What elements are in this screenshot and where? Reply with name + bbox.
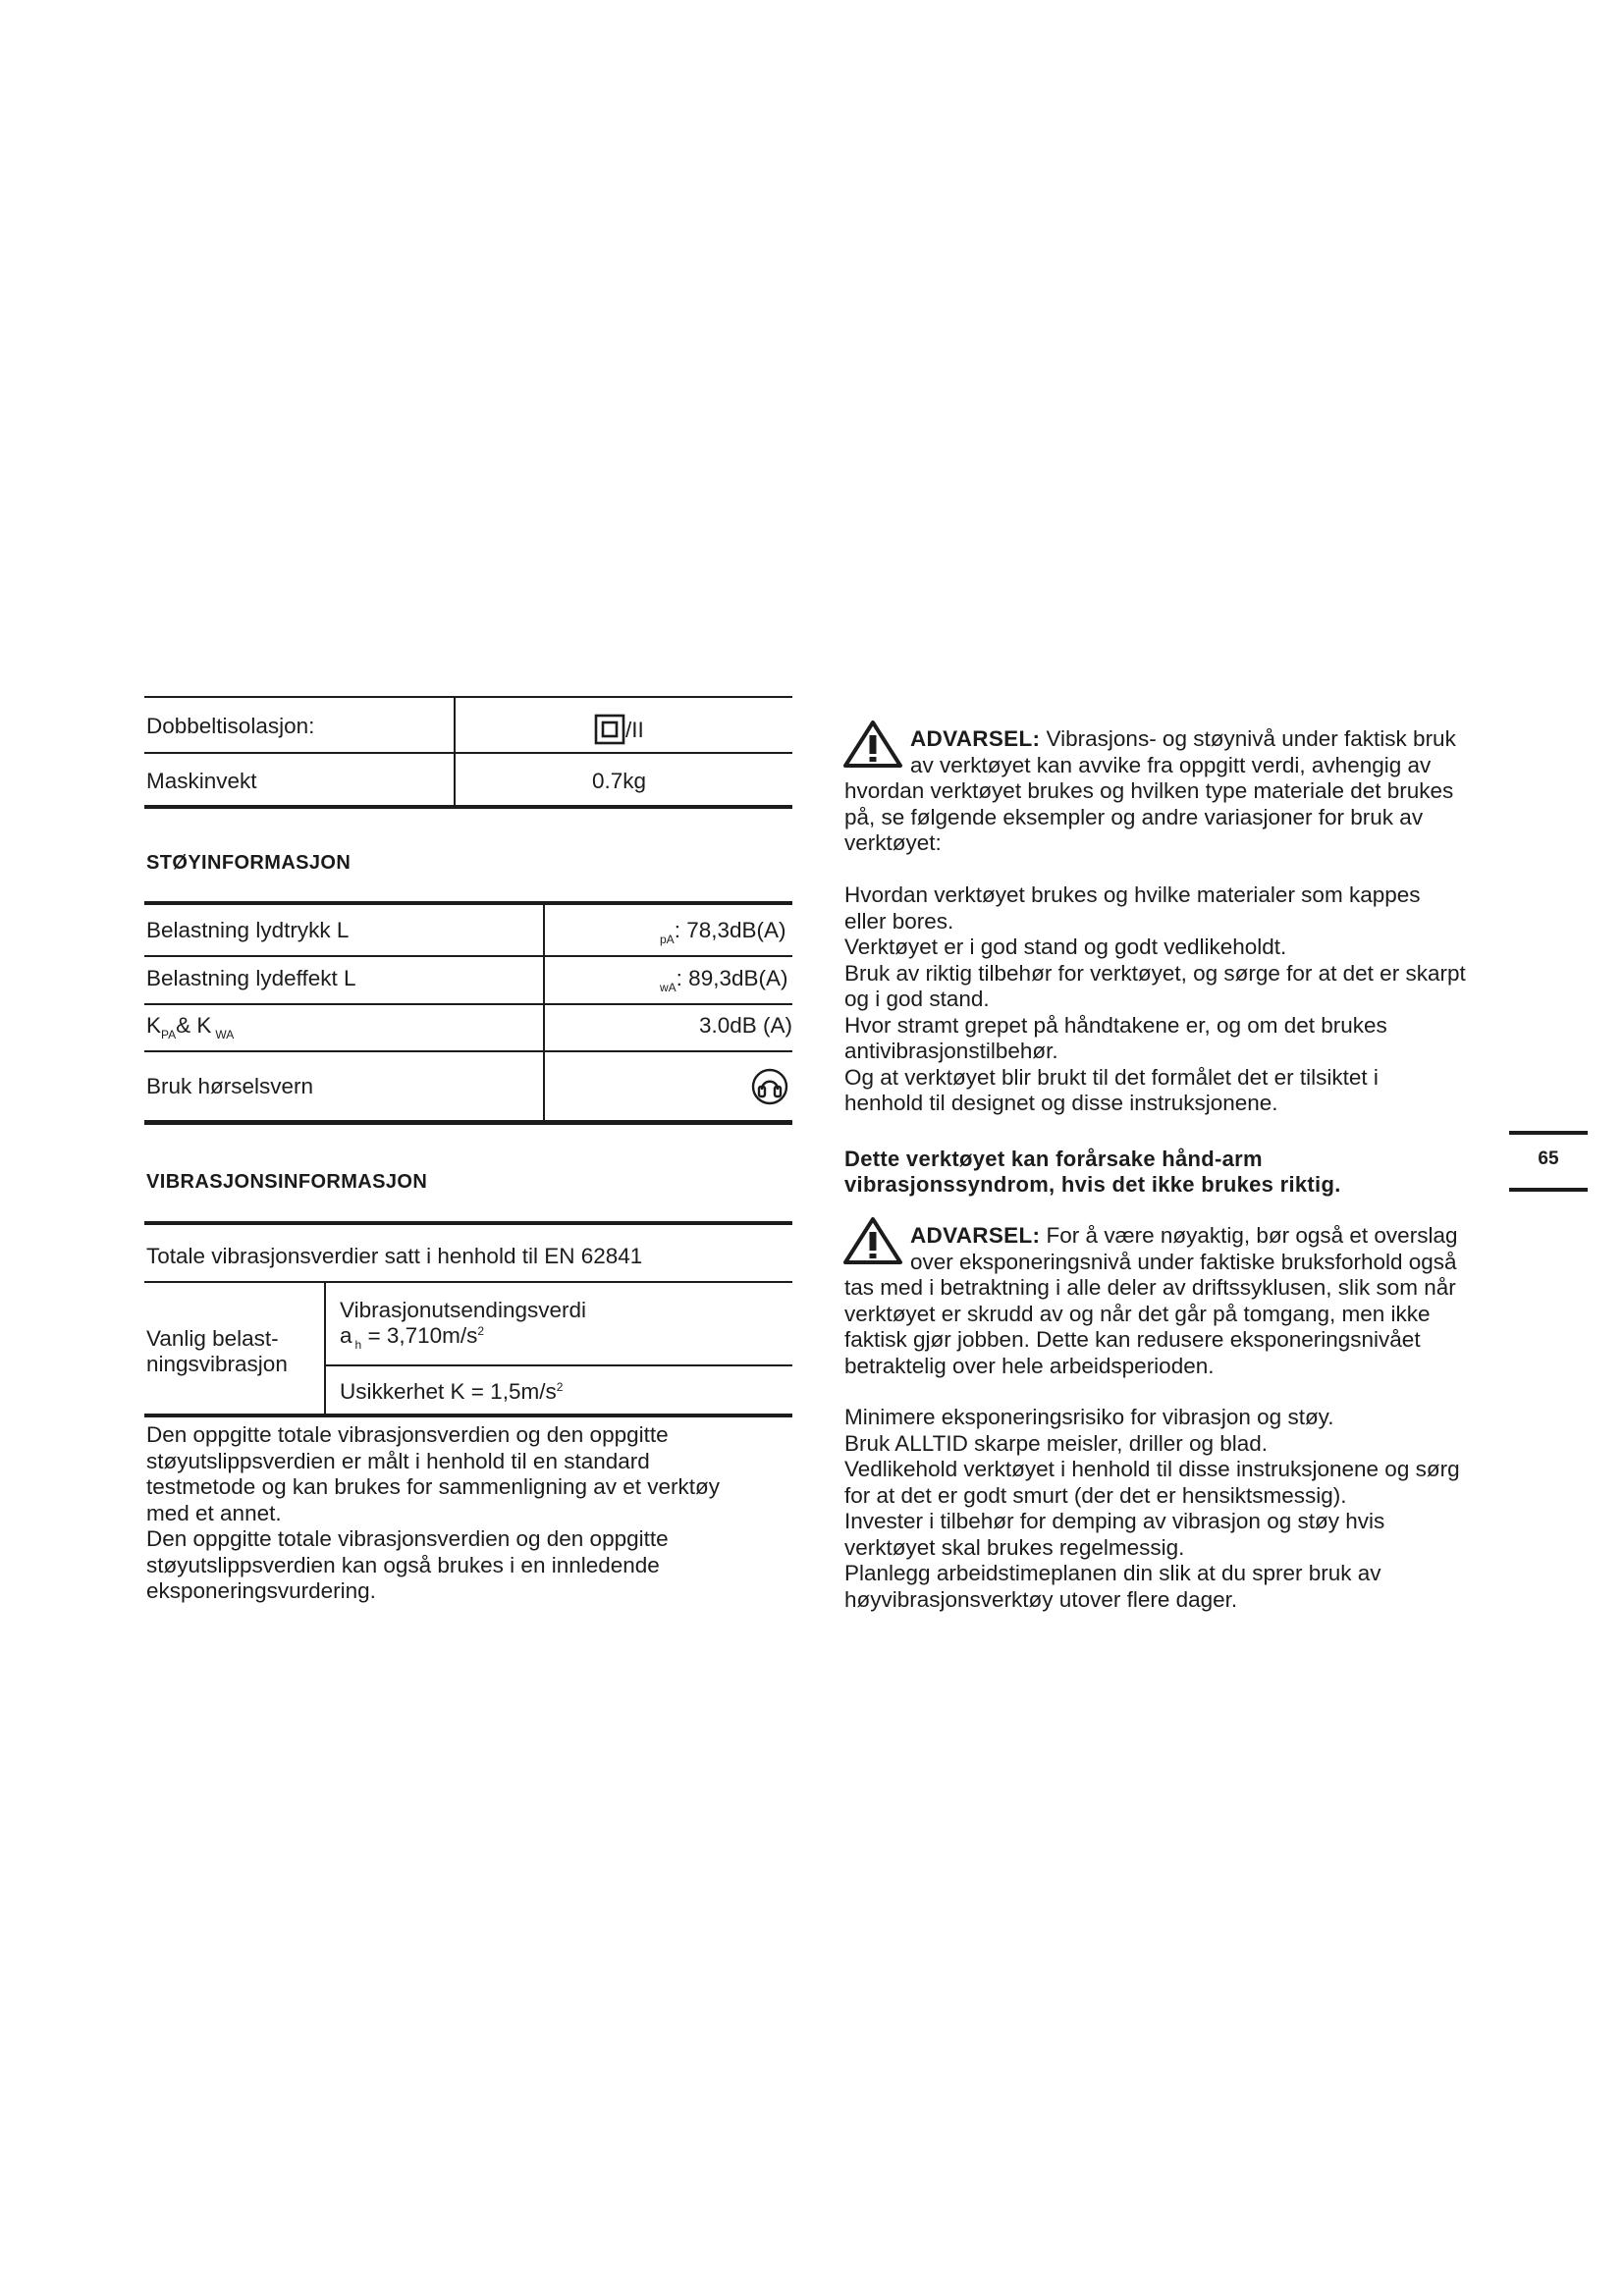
- page-number-rule: [1509, 1188, 1588, 1192]
- total-vibration-row: Totale vibrasjonsverdier satt i henhold til EN 62841: [146, 1244, 643, 1268]
- warning-label: ADVARSEL:: [910, 1223, 1041, 1248]
- spec-label-weight: Maskinvekt: [146, 769, 257, 793]
- sound-pressure-value: $_{pA}$: 78,3dB(A): [660, 918, 786, 946]
- table-divider: [324, 1281, 326, 1417]
- spec-label-insulation: Dobbeltisolasjon:: [146, 714, 315, 738]
- table-rule: [144, 752, 792, 754]
- warning-vibration-noise: ADVARSEL: Vibrasjons- og støynivå under faktisk bruk av verktøyet kan avvike fra oppgitt verdi, avhengig av hvordan verktøyet brukes og hvilken type materiale det brukes på, se følgende eksempler og andre variasjoner for bruk av verktøyet:: [844, 726, 1456, 855]
- hearing-protection-label: Bruk hørselsvern: [146, 1074, 314, 1098]
- table-rule: [144, 1003, 792, 1005]
- page-number-rule: [1509, 1131, 1588, 1135]
- table-rule: [144, 1120, 792, 1125]
- table-rule: [144, 696, 792, 698]
- vibration-type-label: Vanlig belast- ningsvibrasjon: [146, 1326, 288, 1376]
- hearing-protection-icon: [751, 1068, 788, 1105]
- sound-power-label: Belastning lydeffekt L: [146, 966, 356, 990]
- noise-heading: STØYINFORMASJON: [146, 852, 352, 874]
- vibration-heading: VIBRASJONSINFORMASJON: [146, 1171, 428, 1193]
- page-number: 65: [1538, 1148, 1559, 1169]
- emission-value: a $_h = 3,710m/s^2$: [340, 1323, 485, 1352]
- sound-pressure-label: Belastning lydtrykk L: [146, 918, 350, 942]
- table-rule: [144, 901, 792, 905]
- table-rule: [144, 955, 792, 957]
- uncertainty-k-value: 3.0dB (A): [699, 1013, 793, 1038]
- vibration-description: Den oppgitte totale vibrasjonsverdien og den oppgitte støyutslippsverdien er målt i henhold til en standard testmetode og kan brukes for sammenligning av et verktøy med et annet. Den oppgitte totale vibrasjonsverdien og den oppgitte støyutslippsverdien kan også brukes i en innledende eksponeringsvurdering.: [146, 1422, 721, 1603]
- table-divider: [543, 901, 545, 1125]
- spec-value-weight: 0.7kg: [592, 769, 647, 793]
- sound-power-value: $_{wA}$: 89,3dB(A): [660, 966, 788, 994]
- table-rule: [144, 805, 792, 809]
- table-rule: [144, 1221, 792, 1225]
- minimize-exposure: Minimere eksponeringsrisiko for vibrasjon og støy. Bruk ALLTID skarpe meisler, driller og blad. Vedlikehold verktøyet i henhold til disse instruksjonene og sørg for at det er godt smurt (der det er hensiktsmessig). Invester i tilbehør for demping av vibrasjon og støy hvis verktøyet skal brukes regelmessig. Planlegg arbeidstimeplanen din slik at du sprer bruk av høyvibrasjonsverktøy utover flere dager.: [844, 1405, 1460, 1612]
- table-rule: [325, 1364, 792, 1366]
- uncertainty-vibration: Usikkerhet $K = 1,5m/s^2$: [340, 1379, 564, 1404]
- warning-exposure: ADVARSEL: For å være nøyaktig, bør også et overslag over eksponeringsnivå under faktiske bruksforhold også tas med i betraktning i alle deler av driftssyklusen, slik som når verktøyet er skrudd av og når det går på tomgang, men ikke faktisk gjør jobben. Dette kan redusere eksponeringsnivået betraktelig over hele arbeidsperioden.: [844, 1223, 1458, 1378]
- usage-examples: Hvordan verktøyet brukes og hvilke materialer som kappes eller bores. Verktøyet er i god stand og godt vedlikeholdt. Bruk av riktig tilbehør for verktøyet, og sørge for at det er skarpt og i god stand. Hvor stramt grepet på håndtakene er, og om det brukes antivibrasjonstilbehør. Og at verktøyet blir brukt til det formålet det er tilsiktet i henhold til designet og disse instruksjonene.: [844, 882, 1466, 1115]
- table-rule: [144, 1414, 792, 1417]
- double-insulation-icon: [594, 714, 625, 745]
- table-rule: [144, 1050, 792, 1052]
- insulation-class: /II: [625, 718, 644, 742]
- emission-value-cell: [340, 1298, 586, 1352]
- emission-label: Vibrasjonutsendingsverdi: [340, 1298, 586, 1322]
- hav-warning: Dette verktøyet kan forårsake hånd-arm vibrasjonssyndrom, hvis det ikke brukes riktig.: [844, 1147, 1341, 1197]
- uncertainty-k-label: $K_{PA}\&$ K $_{WA}$: [146, 1013, 235, 1041]
- warning-label: ADVARSEL:: [910, 726, 1041, 751]
- spec-value-insulation: [594, 714, 644, 745]
- table-rule: [144, 1281, 792, 1283]
